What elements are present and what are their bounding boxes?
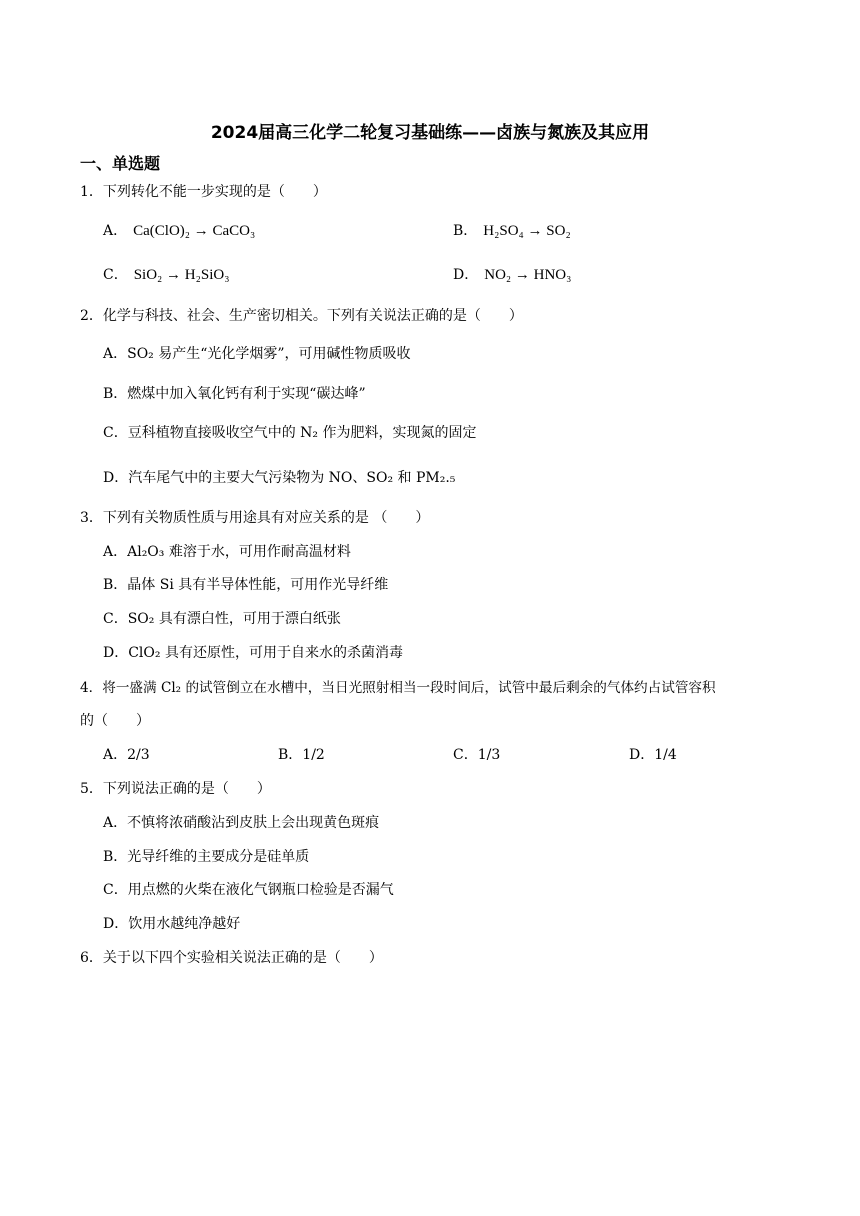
question-5-stem: 5．下列说法正确的是（ ） <box>80 781 271 797</box>
question-3-option-a: A．Al₂O₃ 难溶于水，可用作耐高温材料 <box>103 544 351 560</box>
question-5-option-b: B．光导纤维的主要成分是硅单质 <box>103 849 310 865</box>
question-4-stem-line-2: 的（ ） <box>80 713 150 729</box>
question-4-stem-line-1: 4．将一盛满 Cl₂ 的试管倒立在水槽中，当日光照射相当一段时间后，试管中最后剩余的气体约占试管容积 <box>80 680 716 696</box>
question-3-option-b: B．晶体 Si 具有半导体性能，可用作光导纤维 <box>103 577 389 593</box>
question-2-stem: 2．化学与科技、社会、生产密切相关。下列有关说法正确的是（ ） <box>80 308 523 324</box>
question-4-option-a: A．2/3 <box>103 747 150 763</box>
question-3-option-c: C．SO₂ 具有漂白性，可用于漂白纸张 <box>103 611 341 627</box>
question-6-stem: 6．关于以下四个实验相关说法正确的是（ ） <box>80 950 383 966</box>
question-1-option-a <box>103 220 255 240</box>
question-4-option-b: B．1/2 <box>278 747 325 763</box>
question-5-option-d: D．饮用水越纯净越好 <box>103 916 241 932</box>
question-1-option-b <box>453 220 571 240</box>
question-1-stem: 1．下列转化不能一步实现的是（ ） <box>80 184 327 200</box>
question-5-option-a: A．不慎将浓硝酸沾到皮肤上会出现黄色斑痕 <box>103 815 380 831</box>
formula: SiO₂ → H₂SiO₃ <box>133 267 230 283</box>
option-label: A． <box>103 223 128 239</box>
question-2-option-b: B．燃煤中加入氧化钙有利于实现“碳达峰” <box>103 386 366 402</box>
option-label: B． <box>453 223 478 239</box>
option-label: D． <box>453 267 479 283</box>
formula: Ca(ClO)₂ → CaCO₃ <box>133 223 256 239</box>
question-4-option-d: D．1/4 <box>629 747 677 763</box>
formula: NO₂ → HNO₃ <box>484 267 572 283</box>
question-4-option-c: C．1/3 <box>453 747 501 763</box>
question-3-stem: 3．下列有关物质性质与用途具有对应关系的是 （ ） <box>80 510 430 526</box>
question-2-option-a: A．SO₂ 易产生“光化学烟雾”，可用碱性物质吸收 <box>103 346 411 362</box>
section-heading: 一、单选题 <box>80 154 161 173</box>
question-1-option-c <box>103 264 229 284</box>
question-5-option-c: C．用点燃的火柴在液化气钢瓶口检验是否漏气 <box>103 882 394 898</box>
question-2-option-c: C．豆科植物直接吸收空气中的 N₂ 作为肥料，实现氮的固定 <box>103 425 477 441</box>
formula: H₂SO₄ → SO₂ <box>483 223 571 239</box>
question-1-option-d <box>453 264 571 284</box>
question-2-option-d: D．汽车尾气中的主要大气污染物为 NO、SO₂ 和 PM₂.₅ <box>103 470 456 486</box>
page-title: 2024届高三化学二轮复习基础练——卤族与氮族及其应用 <box>210 123 650 143</box>
question-3-option-d: D．ClO₂ 具有还原性，可用于自来水的杀菌消毒 <box>103 645 403 661</box>
option-label: C． <box>103 267 128 283</box>
